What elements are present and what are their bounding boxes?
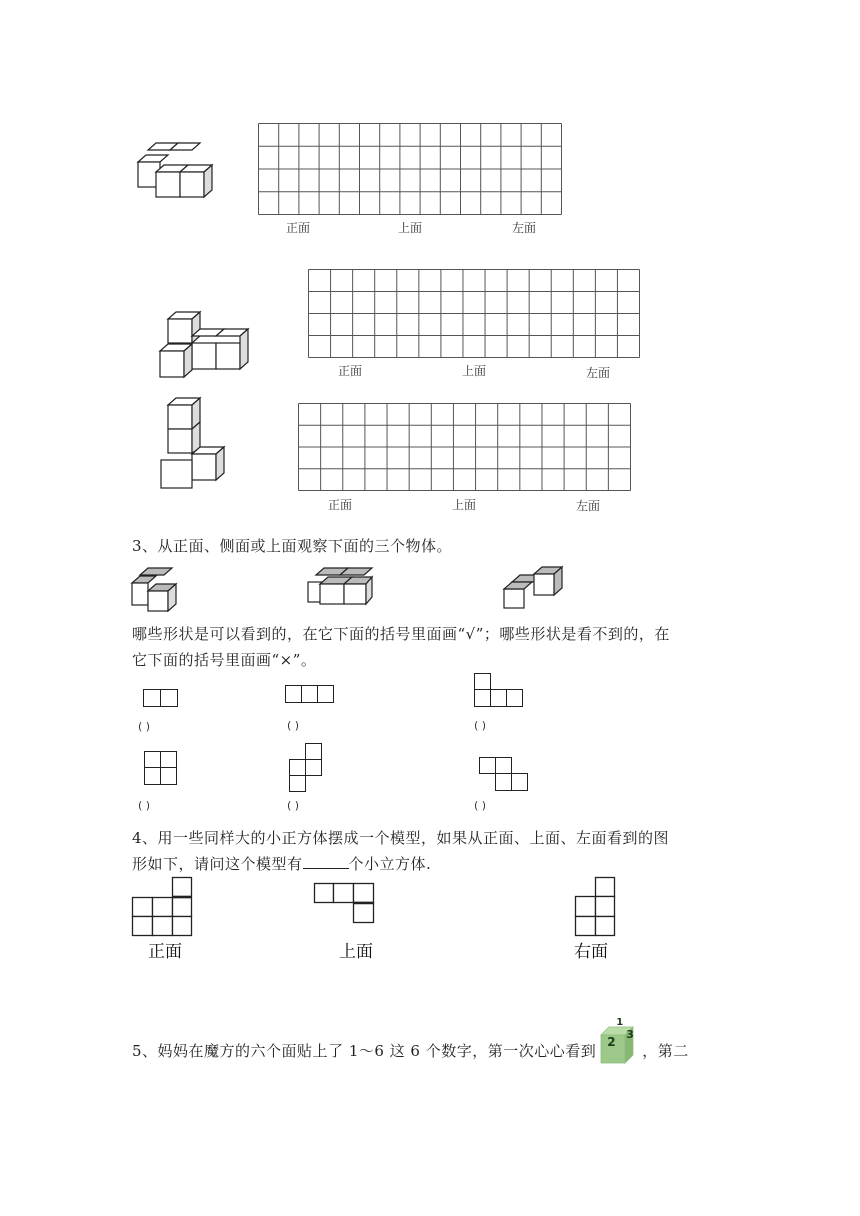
- grid-2-label-left: 左面: [586, 366, 611, 380]
- question-4-line-2-post: 个小立方体.: [348, 855, 432, 873]
- question-4-line-2-pre: 形如下，请问这个模型有: [132, 855, 303, 873]
- question-5-text-post: ，第二: [642, 1042, 689, 1060]
- drawing-grid-1[interactable]: [258, 123, 563, 216]
- view-front-shape: [132, 877, 194, 939]
- question-3-instruction-line-2: 它下面的括号里面画“×”。: [132, 651, 317, 669]
- q3-shape-5: [289, 743, 325, 795]
- view-top-shape: [314, 883, 376, 925]
- q3-answer-paren-6[interactable]: ( ): [474, 799, 487, 812]
- cube-model-1: [130, 140, 230, 210]
- q3-answer-paren-4[interactable]: ( ): [138, 799, 151, 812]
- question-5-text-pre: 5、妈妈在魔方的六个面贴上了 1～6 这 6 个数字，第一次心心看到: [132, 1042, 597, 1060]
- cube-model-3: [158, 396, 233, 491]
- question-4-line-1: 4、用一些同样大的小正方体摆成一个模型，如果从正面、上面、左面看到的图: [132, 829, 670, 847]
- view-label-top: 上面: [339, 942, 373, 962]
- q3-shape-2: [285, 685, 337, 705]
- q3-shape-6: [479, 757, 531, 793]
- q3-object-3: [502, 566, 577, 611]
- drawing-grid-2[interactable]: [308, 269, 641, 359]
- number-cube: [599, 1017, 639, 1063]
- q3-shape-1: [143, 689, 179, 709]
- q3-answer-paren-5[interactable]: ( ): [287, 799, 300, 812]
- view-label-front: 正面: [148, 942, 182, 962]
- q3-object-2: [306, 566, 386, 608]
- question-4-line-2: [132, 852, 431, 876]
- grid-1-label-front: 正面: [286, 221, 311, 235]
- answer-blank[interactable]: [303, 852, 349, 869]
- grid-3-label-front: 正面: [328, 498, 353, 512]
- view-right-shape: [575, 877, 617, 939]
- question-3-instruction-line-1: 哪些形状是可以看到的，在它下面的括号里面画“√”；哪些形状是看不到的，在: [132, 625, 670, 643]
- cube-model-2: [158, 310, 263, 382]
- grid-1-label-left: 左面: [512, 221, 537, 235]
- cube-face-top: 1: [616, 1017, 624, 1028]
- grid-2-label-top: 上面: [462, 364, 487, 378]
- question-5-text: [132, 1017, 689, 1071]
- q3-answer-paren-2[interactable]: ( ): [287, 719, 300, 732]
- drawing-grid-3[interactable]: [298, 403, 632, 492]
- grid-3-label-left: 左面: [576, 499, 601, 513]
- cube-face-side: 3: [626, 1028, 635, 1041]
- question-3-title: 3、从正面、侧面或上面观察下面的三个物体。: [132, 537, 453, 555]
- cube-face-front: 2: [607, 1035, 617, 1049]
- q3-answer-paren-1[interactable]: ( ): [138, 720, 151, 733]
- q3-answer-paren-3[interactable]: ( ): [474, 719, 487, 732]
- view-label-right: 右面: [574, 942, 608, 962]
- grid-1-label-top: 上面: [398, 221, 423, 235]
- grid-2-label-front: 正面: [338, 364, 363, 378]
- q3-shape-4: [144, 751, 180, 787]
- q3-shape-3: [474, 673, 526, 709]
- q3-object-1: [130, 566, 200, 614]
- grid-3-label-top: 上面: [452, 498, 477, 512]
